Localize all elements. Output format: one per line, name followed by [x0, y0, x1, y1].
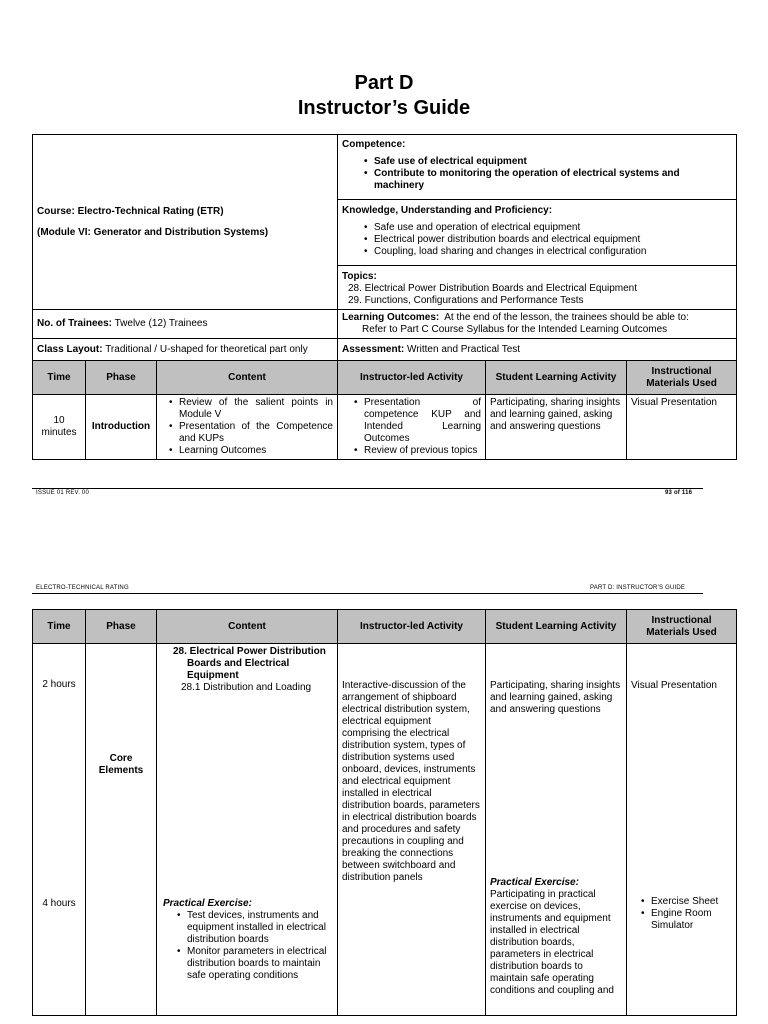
column-header-materials: Instructional Materials Used: [627, 610, 737, 644]
page-title: Part D: [354, 72, 414, 94]
student-cell: [486, 644, 627, 1016]
practical-exercise-label: Practical Exercise:: [490, 877, 579, 888]
column-header-content: Content: [157, 610, 338, 644]
column-header-materials: Instructional Materials Used: [627, 361, 737, 395]
instructor-item: • Review of previous topics: [364, 445, 481, 457]
footer-issue: ISSUE 01 REV. 00: [36, 490, 90, 496]
assessment-label: Assessment:: [342, 343, 405, 355]
content-cell: [157, 395, 338, 460]
content-item: • Presentation of the Competence and KUPs: [179, 421, 333, 445]
course-info-table: [32, 134, 737, 460]
column-header-student: Student Learning Activity: [486, 361, 627, 395]
kup-item: • Coupling, load sharing and changes in electrical configuration: [374, 246, 732, 258]
phase-cell: [86, 644, 157, 1016]
competence-item: • Contribute to monitoring the operation of electrical systems and machinery: [374, 168, 732, 192]
kup-item: • Safe use and operation of electrical equipment: [374, 222, 732, 234]
column-header-instructor: Instructor-led Activity: [338, 361, 486, 395]
topic-item: 29. Functions, Configurations and Performance Tests: [348, 295, 584, 306]
column-header-instructor: Instructor-led Activity: [338, 610, 486, 644]
time-cell: 10 minutes: [33, 395, 86, 460]
outcomes-cell: [338, 310, 737, 339]
outcomes-ref: Refer to Part C Course Syllabus for the Intended Learning Outcomes: [362, 324, 668, 335]
instructor-cell: [338, 644, 486, 1016]
time-value: 4 hours: [42, 898, 76, 909]
student-text: Participating, sharing insights and learning gained, asking and answering questions: [490, 680, 621, 715]
header-rule: [32, 593, 703, 594]
topic-item: 28. Electrical Power Distribution Boards and Electrical Equipment: [348, 283, 638, 294]
kup-item: • Electrical power distribution boards and electrical equipment: [374, 234, 732, 246]
subtopic: 28.1 Distribution and Loading: [181, 682, 312, 693]
instructor-guide-table: [32, 609, 737, 1016]
class-layout-value: Traditional / U-shaped for theoretical part only: [105, 343, 308, 355]
class-layout-cell: [33, 339, 338, 361]
competence-item: • Safe use of electrical equipment: [374, 156, 732, 168]
phase-cell: Introduction: [86, 395, 157, 460]
footer-rule: [32, 488, 703, 489]
assessment-cell: [338, 339, 737, 361]
course-cell: [33, 135, 338, 310]
instructor-cell: [338, 395, 486, 460]
practical-exercise-label: Practical Exercise:: [163, 898, 252, 909]
header-part: PART D: INSTRUCTOR’S GUIDE: [590, 585, 686, 591]
table-row: [33, 644, 737, 1016]
trainees-label: No. of Trainees:: [37, 318, 113, 329]
class-layout-label: Class Layout:: [37, 343, 103, 355]
competence-cell: [338, 135, 737, 200]
materials-value: Visual Presentation: [631, 680, 717, 691]
instructor-text: Interactive-discussion of the arrangement of shipboard electrical distribution system, electrical equipment comprising the electrical distribution system, types of distribution systems used onboard, devices, instruments and electrical equipment installed in electrical distribution boards, parameters in electrical distribution boards and procedures and safety precautions in coupling and breaking the connections between switchboard and distribution panels: [342, 680, 480, 883]
column-header-time: Time: [33, 610, 86, 644]
materials-cell: Visual Presentation: [627, 395, 737, 460]
materials-item: • Exercise Sheet: [651, 896, 732, 908]
table-row: [33, 395, 737, 460]
content-item: • Review of the salient points in Module V: [179, 397, 333, 421]
column-header-student: Student Learning Activity: [486, 610, 627, 644]
outcomes-text: At the end of the lesson, the trainees should be able to:: [444, 312, 689, 323]
column-header-phase: Phase: [86, 610, 157, 644]
materials-item: • Engine Room Simulator: [651, 908, 732, 932]
student-text: Participating in practical exercise on devices, instruments and equipment installed in electrical distribution boards, parameters in electrical distribution boards to maintain safe operating conditions and coupling and: [490, 889, 614, 996]
content-cell: [157, 644, 338, 1016]
student-cell: Participating, sharing insights and learning gained, asking and answering questions: [486, 395, 627, 460]
topic-title: 28. Electrical Power Distribution Boards and Electrical Equipment: [173, 646, 326, 681]
footer-page-number: 93 of 116: [665, 490, 693, 496]
trainees-cell: [33, 310, 338, 339]
page-subtitle: Instructor’s Guide: [297, 97, 471, 119]
column-header-phase: Phase: [86, 361, 157, 395]
assessment-value: Written and Practical Test: [407, 343, 521, 355]
trainees-value: Twelve (12) Trainees: [114, 318, 208, 329]
topics-cell: [338, 266, 737, 310]
column-header-time: Time: [33, 361, 86, 395]
content-item: • Learning Outcomes: [179, 445, 333, 457]
materials-cell: [627, 644, 737, 1016]
kup-cell: [338, 200, 737, 266]
header-course: ELECTRO-TECHNICAL RATING: [36, 585, 129, 591]
content-item: • Monitor parameters in electrical distribution boards to maintain safe operating conditions: [187, 946, 333, 982]
course-value: Electro-Technical Rating (ETR): [77, 205, 224, 217]
phase-value: Core Elements: [98, 753, 144, 776]
content-item: • Test devices, instruments and equipment installed in electrical distribution boards: [187, 910, 333, 946]
kup-label: Knowledge, Understanding and Proficiency:: [342, 205, 553, 216]
course-label: Course:: [37, 205, 75, 217]
column-header-content: Content: [157, 361, 338, 395]
time-value: 2 hours: [42, 679, 76, 690]
module-name: (Module VI: Generator and Distribution Systems): [37, 226, 269, 238]
topics-label: Topics:: [342, 271, 377, 282]
time-cell: [33, 644, 86, 1016]
instructor-item: • Presentation of competence KUP and Intended Learning Outcomes: [364, 397, 481, 445]
competence-label: Competence:: [342, 139, 406, 150]
outcomes-label: Learning Outcomes:: [342, 312, 440, 323]
